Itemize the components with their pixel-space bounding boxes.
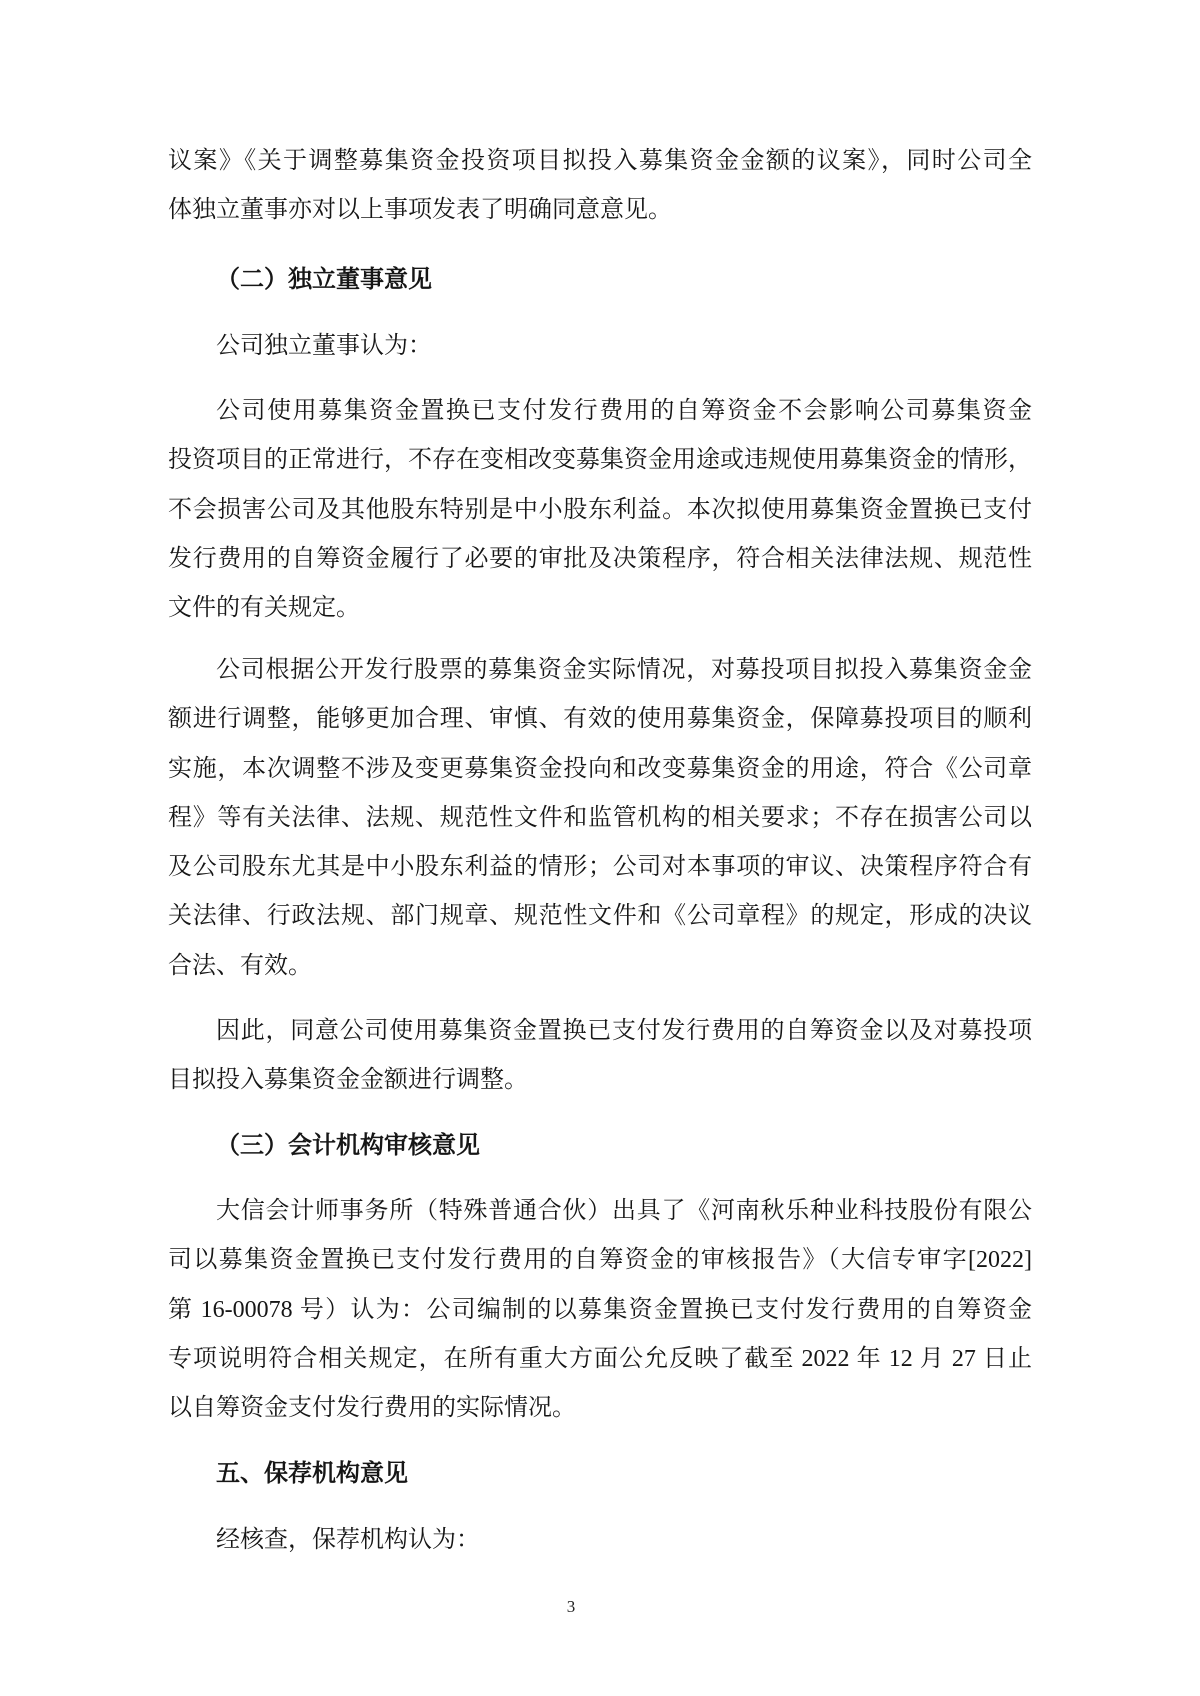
text-line: 投资项目的正常进行，不存在变相改变募集资金用途或违规使用募集资金的情形， — [168, 447, 1032, 474]
section-heading-block — [168, 1122, 1032, 1171]
text-line: 公司根据公开发行股票的募集资金实际情况，对募投项目拟投入募集资金金 — [216, 657, 1032, 683]
paragraph — [168, 387, 1032, 633]
text-line: 议案》《关于调整募集资金投资项目拟投入募集资金金额的议案》，同时公司全 — [168, 148, 1032, 174]
section-heading-block — [168, 1450, 1032, 1499]
paragraph — [168, 1187, 1032, 1433]
paragraph — [168, 1516, 1032, 1565]
text-line: 第 16-00078 号）认为：公司编制的以募集资金置换已支付发行费用的自筹资金 — [168, 1296, 1032, 1323]
section-heading: （二）独立董事意见 — [216, 267, 432, 293]
page-number: 3 — [566, 1597, 576, 1616]
text-line: 因此，同意公司使用募集资金置换已支付发行费用的自筹资金以及对募投项 — [216, 1018, 1032, 1044]
text-line: 公司使用募集资金置换已支付发行费用的自筹资金不会影响公司募集资金 — [216, 398, 1032, 424]
text-line: 专项说明符合相关规定，在所有重大方面公允反映了截至 2022 年 12 月 27 日止 — [168, 1345, 1032, 1372]
text-line: 发行费用的自筹资金履行了必要的审批及决策程序，符合相关法律法规、规范性 — [168, 545, 1032, 572]
paragraph — [168, 1007, 1032, 1106]
text-line: 合法、有效。 — [168, 952, 312, 979]
section-heading: 五、保荐机构意见 — [216, 1461, 408, 1487]
text-line: 司以募集资金置换已支付发行费用的自筹资金的审核报告》（大信专审字[2022] — [168, 1247, 1032, 1274]
text-line: 额进行调整，能够更加合理、审慎、有效的使用募集资金，保障募投项目的顺利 — [168, 706, 1032, 733]
text-line: 不会损害公司及其他股东特别是中小股东利益。本次拟使用募集资金置换已支付 — [168, 496, 1032, 523]
text-line: 公司独立董事认为： — [216, 333, 432, 359]
paragraph — [168, 646, 1032, 991]
text-line: 大信会计师事务所（特殊普通合伙）出具了《河南秋乐种业科技股份有限公 — [216, 1198, 1032, 1224]
text-line: 以自筹资金支付发行费用的实际情况。 — [168, 1395, 576, 1422]
paragraph — [168, 322, 1032, 371]
text-line: 实施，本次调整不涉及变更募集资金投向和改变募集资金的用途，符合《公司章 — [168, 755, 1032, 782]
text-line: 经核查，保荐机构认为： — [216, 1527, 480, 1553]
text-line: 程》等有关法律、法规、规范性文件和监管机构的相关要求；不存在损害公司以 — [168, 804, 1032, 831]
text-line: 及公司股东尤其是中小股东利益的情形；公司对本事项的审议、决策程序符合有 — [168, 854, 1032, 881]
section-heading: （三）会计机构审核意见 — [216, 1133, 480, 1159]
text-line: 目拟投入募集资金金额进行调整。 — [168, 1067, 528, 1094]
paragraph — [168, 137, 1032, 236]
section-heading-block — [168, 256, 1032, 305]
text-line: 关法律、行政法规、部门规章、规范性文件和《公司章程》的规定，形成的决议 — [168, 903, 1032, 930]
text-line: 体独立董事亦对以上事项发表了明确同意意见。 — [168, 197, 672, 224]
text-line: 文件的有关规定。 — [168, 595, 360, 622]
